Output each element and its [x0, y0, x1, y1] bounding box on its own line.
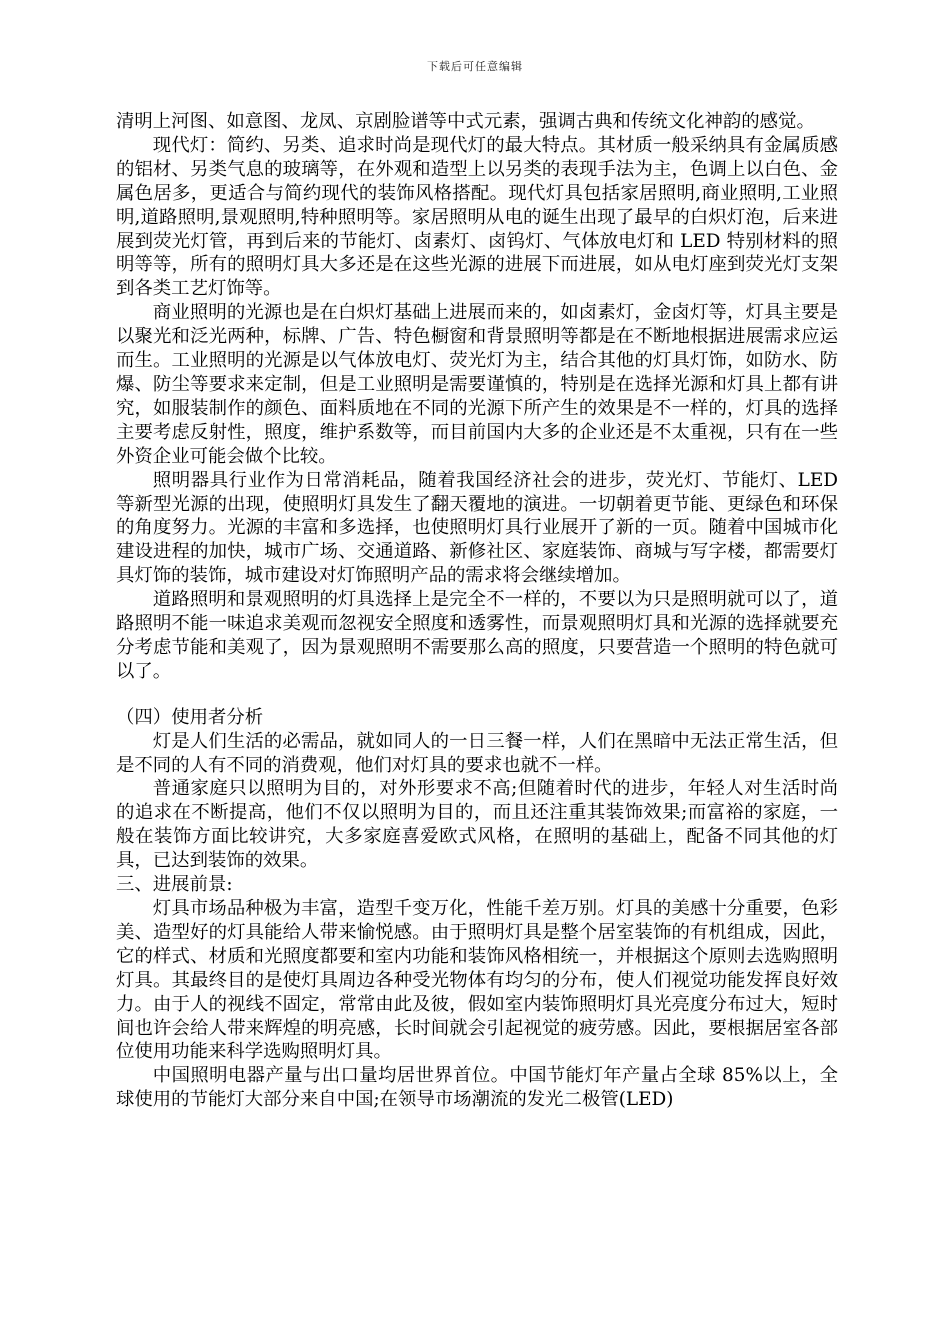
paragraph-household-preferences: 普通家庭只以照明为目的，对外形要求不高;但随着时代的进步，年轻人对生活时尚的追求在不断提高，他们不仅以照明为目的，而且还注重其装饰效果;而富裕的家庭，一般在装饰方面比较讲究，大多家庭喜爱欧式风格，在照明的基础上，配备不同其他的灯具，已达到装饰的效果。 [116, 778, 838, 872]
paragraph-lamp-necessity: 灯是人们生活的必需品，就如同人的一日三餐一样，人们在黑暗中无法正常生活，但是不同的人有不同的消费观，他们对灯具的要求也就不一样。 [116, 730, 838, 776]
heading-user-analysis: （四）使用者分析 [116, 706, 264, 728]
paragraph-market-variety: 灯具市场品种极为丰富，造型千变万化，性能千差万别。灯具的美感十分重要，色彩美、造型好的灯具能给人带来愉悦感。由于照明灯具是整个居室装饰的有机组成，因此，它的样式、材质和光照度都要和室内功能和装饰风格相统一，并根据这个原则去选购照明灯具。其最终目的是使灯具周边各种受光物体有均匀的分布，使人们视觉功能发挥良好效力。由于人的视线不固定，常常由此及彼，假如室内装饰照明灯具光亮度分布过大，短时间也许会给人带来辉煌的明亮感，长时间就会引起视觉的疲劳感。因此，要根据居室各部位使用功能来科学选购照明灯具。 [116, 898, 838, 1063]
document-body [116, 110, 838, 1112]
paragraph-modern-lamps: 现代灯：简约、另类、追求时尚是现代灯的最大特点。其材质一般采纳具有金属质感的铝材、另类气息的玻璃等，在外观和造型上以另类的表现手法为主，色调上以白色、金属色居多，更适合与简约现代的装饰风格搭配。现代灯具包括家居照明,商业照明,工业照明,道路照明,景观照明,特种照明等。家居照明从电的诞生出现了最早的白炽灯泡，后来进展到荧光灯管，再到后来的节能灯、卤素灯、卤钨灯、气体放电灯和 LED 特别材料的照明等等，所有的照明灯具大多还是在这些光源的进展下而进展，如从电灯座到荧光灯支架到各类工艺灯饰等。 [116, 134, 838, 300]
paragraph-industry-trends: 照明器具行业作为日常消耗品，随着我国经济社会的进步，荧光灯、节能灯、LED 等新型光源的出现，使照明灯具发生了翻天覆地的演进。一切朝着更节能、更绿色和环保的角度努力。光源的丰富和多选择，也使照明灯具行业展开了新的一页。随着中国城市化建设进程的加快，城市广场、交通道路、新修社区、家庭装饰、商城与写字楼，都需要灯具灯饰的装饰，城市建设对灯饰照明产品的需求将会继续增加。 [116, 469, 838, 587]
page-header-note: 下载后可任意编辑 [427, 60, 523, 73]
paragraph-road-landscape-lighting: 道路照明和景观照明的灯具选择上是完全不一样的，不要以为只是照明就可以了，道路照明不能一味追求美观而忽视安全照度和透雾性，而景观照明灯具和光源的选择就要充分考虑节能和美观了，因为景观照明不需要那么高的照度，只要营造一个照明的特色就可以了。 [116, 589, 838, 682]
paragraph-china-production: 中国照明电器产量与出口量均居世界首位。中国节能灯年产量占全球 85%以上，全球使用的节能灯大部分来自中国;在领导市场潮流的发光二极管(LED) [116, 1065, 838, 1111]
heading-development-outlook: 三、进展前景: [116, 874, 233, 896]
paragraph-commercial-lighting: 商业照明的光源也是在白炽灯基础上进展而来的，如卤素灯，金卤灯等，灯具主要是以聚光和泛光两种，标牌、广告、特色橱窗和背景照明等都是在不断地根据进展需求应运而生。工业照明的光源是以气体放电灯、荧光灯为主，结合其他的灯具灯饰，如防水、防爆、防尘等要求来定制，但是工业照明是需要谨慎的，特别是在选择光源和灯具上都有讲究，如服装制作的颜色、面料质地在不同的光源下所产生的效果是不一样的，灯具的选择主要考虑反射性，照度，维护系数等，而目前国内大多的企业还是不太重视，只有在一些外资企业可能会做个比较。 [116, 302, 838, 467]
paragraph-chinese-elements: 清明上河图、如意图、龙凤、京剧脸谱等中式元素，强调古典和传统文化神韵的感觉。 [116, 111, 815, 132]
